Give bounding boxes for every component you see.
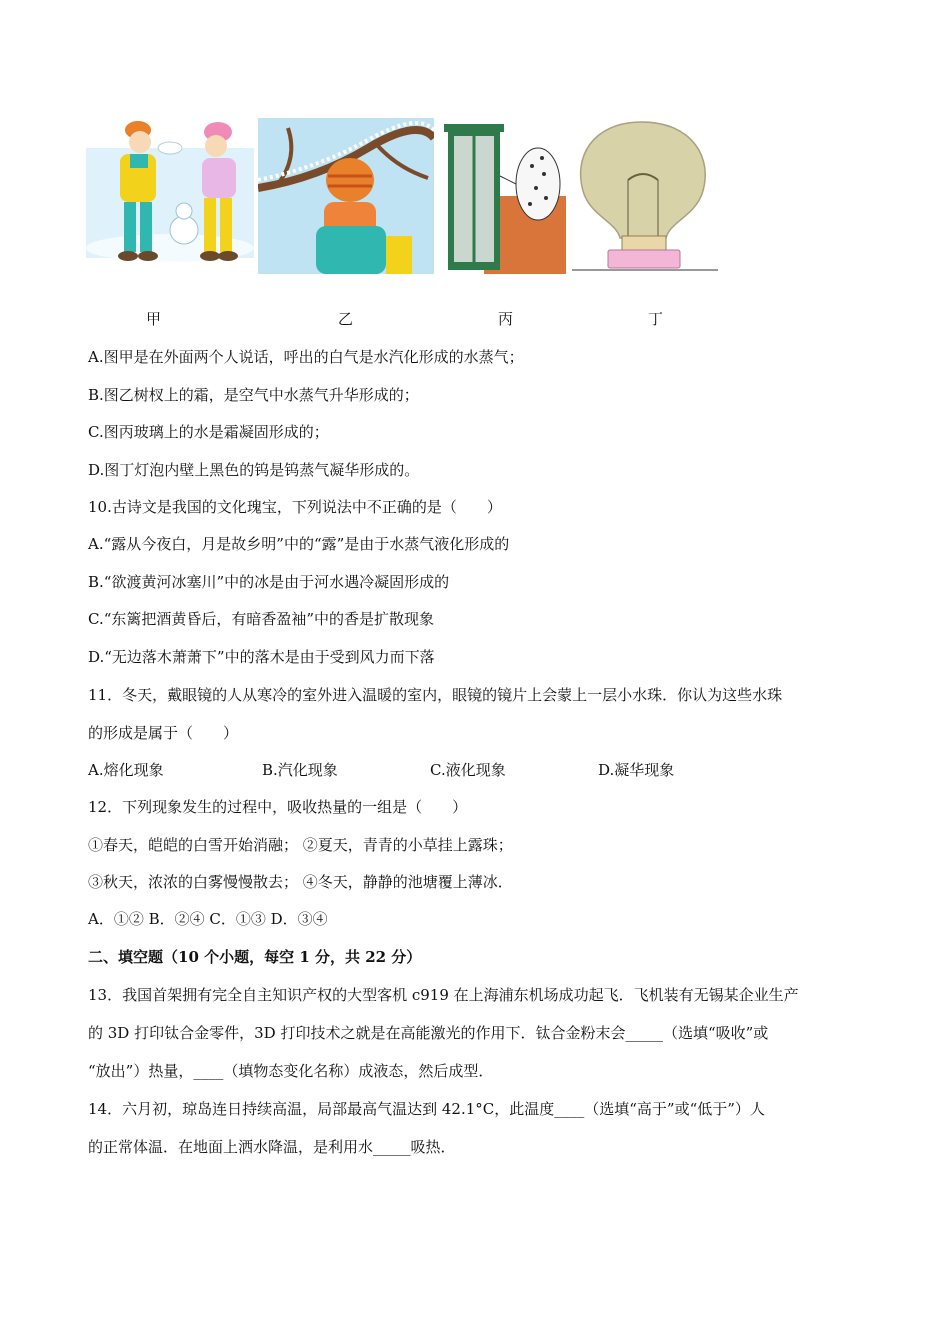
figure-ding xyxy=(572,118,718,274)
q11-option-d: D.凝华现象 xyxy=(598,761,675,779)
q10-option-a: A.“露从今夜白，月是故乡明”中的“露”是由于水蒸气液化形成的 xyxy=(88,535,510,553)
q11-stem-line2: 的形成是属于（ ） xyxy=(88,724,239,742)
figure-yi xyxy=(258,118,434,274)
figure-bing xyxy=(434,118,566,274)
q13-line1: 13．我国首架拥有完全自主知识产权的大型客机 c919 在上海浦东机场成功起飞．飞机装有无锡某企业生产 xyxy=(88,986,799,1004)
q11-option-a: A.熔化现象 xyxy=(88,761,164,779)
figure-yi-illustration xyxy=(258,118,434,274)
q13-line3: “放出”）热量，____（填物态变化名称）成液态，然后成型． xyxy=(88,1062,494,1080)
q12-options: A．①② B．②④ C．①③ D．③④ xyxy=(88,910,328,928)
q9-option-a: A.图甲是在外面两个人说话，呼出的白气是水汽化形成的水蒸气； xyxy=(88,348,524,366)
q10-option-b: B.“欲渡黄河冰塞川”中的冰是由于河水遇冷凝固形成的 xyxy=(88,573,450,591)
caption-jia: 甲 xyxy=(146,310,162,328)
figure-ding-illustration xyxy=(572,118,718,274)
q9-option-d: D.图丁灯泡内壁上黑色的钨是钨蒸气凝华形成的。 xyxy=(88,461,420,479)
figure-bing-illustration xyxy=(434,118,566,274)
caption-ding: 丁 xyxy=(648,310,664,328)
q12-item-line1: ①春天，皑皑的白雪开始消融； ②夏天，青青的小草挂上露珠； xyxy=(88,836,513,854)
q11-stem-line1: 11．冬天，戴眼镜的人从寒冷的室外进入温暖的室内，眼镜的镜片上会蒙上一层小水珠．你认为这些水珠 xyxy=(88,686,783,704)
figure-jia-illustration xyxy=(86,118,254,274)
q14-line1: 14．六月初，琼岛连日持续高温，局部最高气温达到 42.1°C，此温度____（选填“高于”或“低于”）人 xyxy=(88,1100,765,1118)
q12-item-line2: ③秋天，浓浓的白雾慢慢散去； ④冬天，静静的池塘覆上薄冰． xyxy=(88,873,513,891)
q14-line2: 的正常体温．在地面上洒水降温，是利用水_____吸热． xyxy=(88,1138,456,1156)
q10-option-c: C.“东篱把酒黄昏后，有暗香盈袖”中的香是扩散现象 xyxy=(88,610,435,628)
figure-jia xyxy=(86,118,254,274)
q11-option-b: B.汽化现象 xyxy=(262,761,338,779)
caption-bing: 丙 xyxy=(498,310,514,328)
q12-stem: 12．下列现象发生的过程中，吸收热量的一组是（ ） xyxy=(88,798,468,816)
q11-option-c: C.液化现象 xyxy=(430,761,506,779)
section-2-title: 二、填空题（10 个小题，每空 1 分，共 22 分） xyxy=(88,948,422,966)
q13-line2: 的 3D 打印钛合金零件，3D 打印技术之就是在高能激光的作用下．钛合金粉末会_____（选填“吸收”或 xyxy=(88,1024,769,1042)
q10-stem: 10.古诗文是我国的文化瑰宝，下列说法中不正确的是（ ） xyxy=(88,498,502,516)
q9-option-c: C.图丙玻璃上的水是霜凝固形成的； xyxy=(88,423,329,441)
q9-option-b: B.图乙树杈上的霜，是空气中水蒸气升华形成的； xyxy=(88,386,419,404)
caption-yi: 乙 xyxy=(338,310,354,328)
q10-option-d: D.“无边落木萧萧下”中的落木是由于受到风力而下落 xyxy=(88,648,435,666)
